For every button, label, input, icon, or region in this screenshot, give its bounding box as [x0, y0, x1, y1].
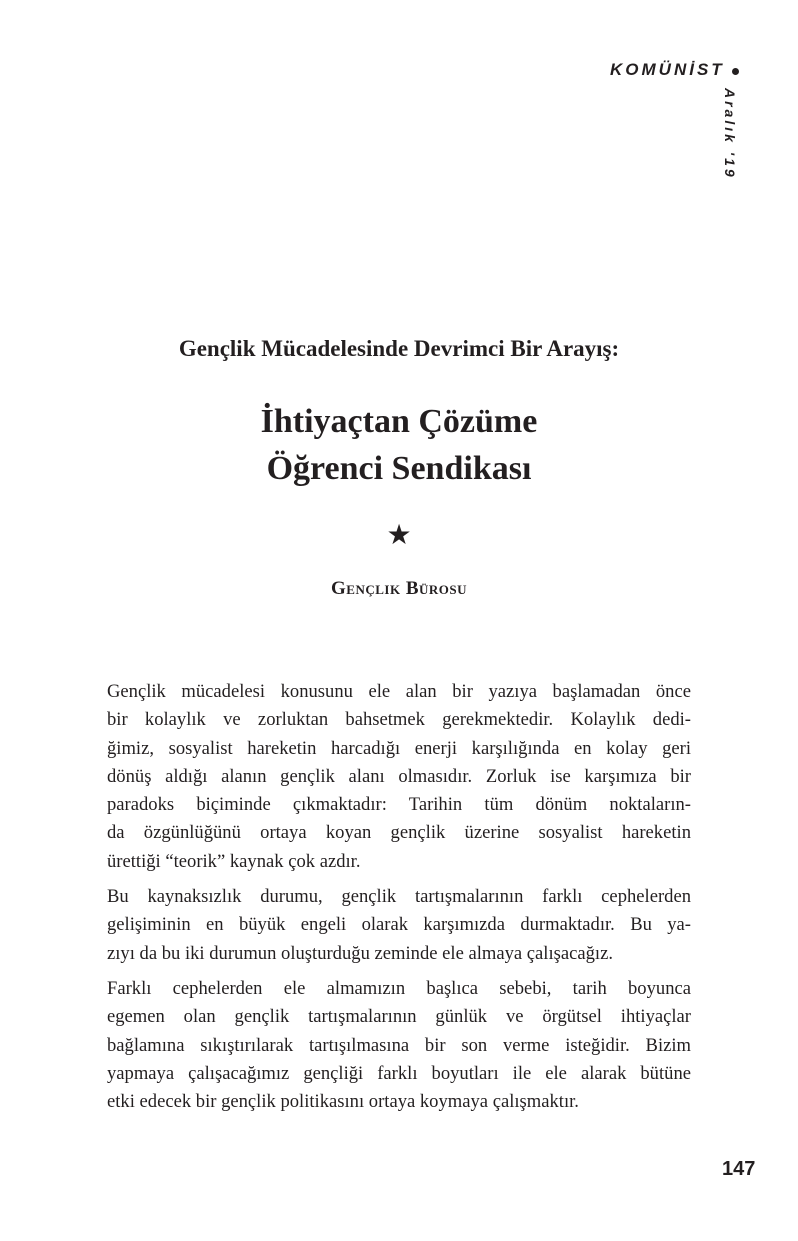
text-line: yapmaya çalışacağımız gençliği farklı boyutları ile ele alarak bütüne [107, 1062, 691, 1084]
title-line: Öğrenci Sendikası [266, 450, 532, 487]
journal-name: KOMÜNİST [610, 60, 725, 79]
text-line: bağlamına sıkıştırılarak tartışılmasına bir son verme isteğidir. Bizim [107, 1034, 691, 1056]
text-line: Bu kaynaksızlık durumu, gençlik tartışmalarının farklı cephelerden [107, 886, 691, 908]
article-author: Gençlik Bürosu [331, 578, 467, 599]
bullet-dot [732, 68, 739, 75]
text-line: dönüş aldığı alanın gençlik alanı olmasıdır. Zorluk ise karşımıza bir [107, 765, 691, 787]
article-title [0, 398, 798, 492]
text-line: gelişiminin en büyük engeli olarak karşımızda durmaktadır. Bu ya- [107, 914, 691, 936]
text-line: etki edecek bir gençlik politikasını ortaya koymaya çalışmaktır. [107, 1091, 579, 1113]
text-line: ürettiği “teorik” kaynak çok azdır. [107, 850, 361, 872]
text-line: da özgünlüğünü ortaya koyan gençlik üzerine sosyalist hareketin [107, 822, 691, 844]
text-line: Farklı cephelerden ele almamızın başlıca sebebi, tarih boyunca [107, 977, 691, 999]
paragraph [107, 975, 691, 1116]
text-line: paradoks biçiminde çıkmaktadır: Tarihin tüm dönüm noktaların- [107, 794, 691, 816]
paragraph [107, 678, 691, 876]
title-line: İhtiyaçtan Çözüme [260, 403, 538, 440]
issue-date: Aralık '19 [722, 88, 738, 180]
text-line: zıyı da bu iki durumun oluşturduğu zeminde ele almaya çalışacağız. [107, 942, 613, 964]
text-line: egemen olan gençlik tartışmalarının günlük ve örgütsel ihtiyaçlar [107, 1006, 691, 1028]
text-line: bir kolaylık ve zorluktan bahsetmek gerekmektedir. Kolaylık dedi- [107, 709, 691, 731]
paragraph [107, 883, 691, 968]
star-icon: ★ [386, 520, 412, 551]
text-line: Gençlik mücadelesi konusunu ele alan bir yazıya başlamadan önce [107, 681, 691, 702]
page-number: 147 [722, 1158, 756, 1180]
text-line: ğimiz, sosyalist hareketin harcadığı enerji karşılığında en kolay geri [107, 737, 691, 759]
article-subtitle: Gençlik Mücadelesinde Devrimci Bir Arayış: [178, 336, 620, 361]
article-body [107, 678, 691, 1123]
